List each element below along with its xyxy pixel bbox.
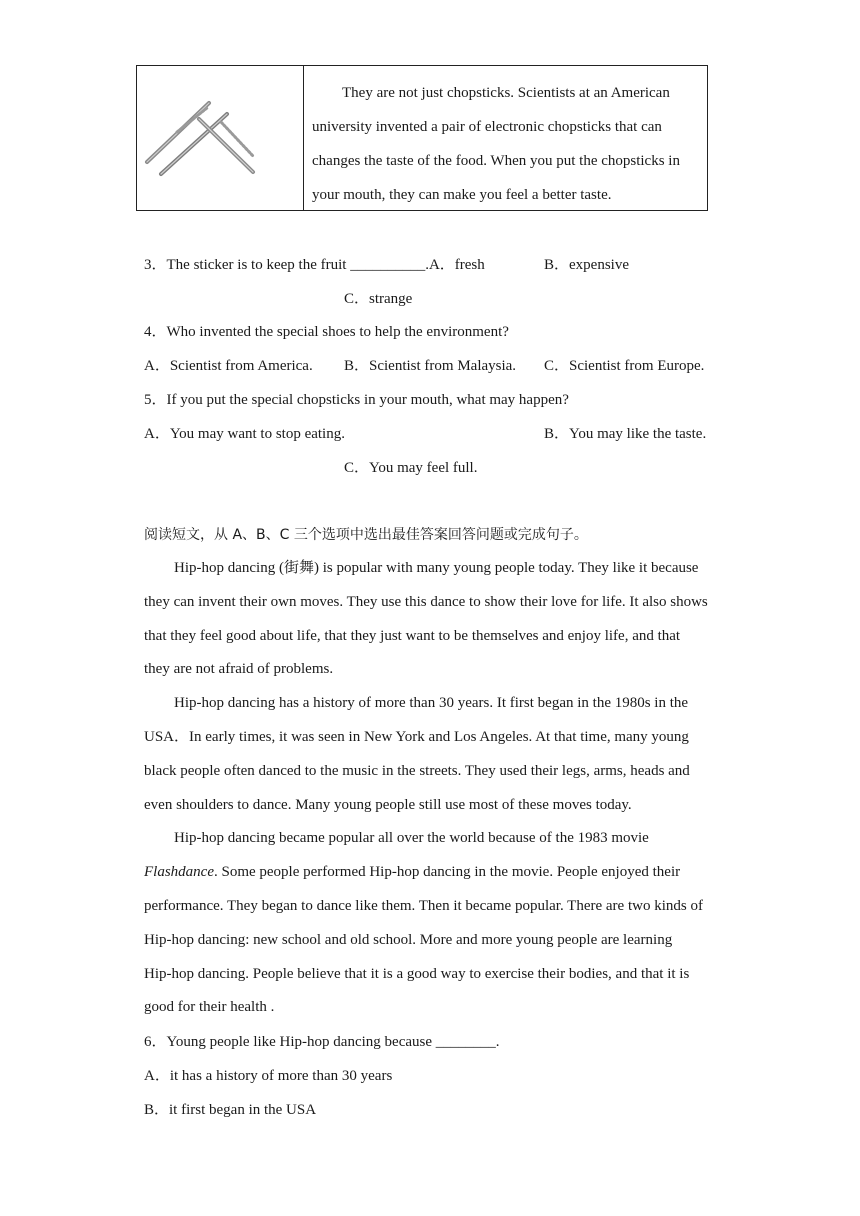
passage-line: Hip-hop dancing has a history of more than 30 years. It first began in the 1980s in the	[174, 695, 689, 712]
question-3-option-b: B．expensive	[544, 257, 629, 273]
question-3-stem: 3．The sticker is to keep the fruit __________.	[144, 257, 429, 273]
question-5-option-b: B．You may like the taste.	[544, 426, 707, 442]
question-6-stem: 6．Young people like Hip-hop dancing because ________.	[144, 1034, 500, 1050]
question-4-stem: 4．Who invented the special shoes to help the environment?	[144, 324, 509, 340]
passage-line	[144, 856, 724, 890]
question-3	[144, 255, 485, 275]
reading-instruction: 阅读短文，从 A、B、C 三个选项中选出最佳答案回答问题或完成句子。	[144, 527, 588, 543]
passage-line: they are not afraid of problems.	[144, 661, 334, 678]
passage	[144, 552, 724, 1025]
passage-text: . Some people performed Hip-hop dancing in the movie. People enjoyed their	[213, 864, 681, 881]
question-6-option-a: A．it has a history of more than 30 years	[144, 1068, 393, 1084]
box-text-line: They are not just chopsticks. Scientists at an American	[342, 85, 670, 101]
box-text-line: university invented a pair of electronic chopsticks that can	[312, 119, 662, 135]
passage-line: they can invent their own moves. They use this dance to show their love for life. It also shows	[144, 593, 708, 610]
passage-line: USA．In early times, it was seen in New York and Los Angeles. At that time, many young	[144, 728, 689, 745]
movie-title: Flashdance	[144, 864, 214, 881]
passage-line: good for their health .	[144, 999, 275, 1016]
passage-line: even shoulders to dance. Many young people still use most of these moves today.	[144, 796, 632, 813]
chopsticks-text	[304, 66, 707, 210]
box-text-line: your mouth, they can make you feel a better taste.	[312, 187, 612, 203]
chopsticks-image-cell	[137, 66, 304, 210]
chopsticks-image	[137, 66, 303, 212]
question-3-option-c: C．strange	[344, 291, 413, 307]
question-5-option-c: C．You may feel full.	[344, 460, 478, 476]
question-4-option-c: C．Scientist from Europe.	[544, 358, 705, 374]
passage-line: performance. They began to dance like them. Then it became popular. There are two kinds of	[144, 897, 703, 914]
question-3-option-a: A．fresh	[428, 257, 485, 273]
passage-line: that they feel good about life, that they just want to be themselves and enjoy life, and that	[144, 627, 681, 644]
passage-line: Hip-hop dancing (街舞) is popular with many young people today. They like it because	[174, 560, 699, 576]
passage-line: Hip-hop dancing. People believe that it is a good way to exercise their bodies, and that it is	[144, 965, 690, 982]
passage-line: Hip-hop dancing became popular all over the world because of the 1983 movie	[174, 830, 649, 847]
question-5-stem: 5．If you put the special chopsticks in your mouth, what may happen?	[144, 392, 569, 408]
passage-line: Hip-hop dancing: new school and old school. More and more young people are learning	[144, 931, 673, 948]
passage-line: black people often danced to the music in the streets. They used their legs, arms, heads and	[144, 762, 690, 779]
question-4-option-b: B．Scientist from Malaysia.	[344, 358, 517, 374]
chopsticks-table	[136, 65, 708, 211]
question-4-option-a: A．Scientist from America.	[144, 358, 313, 374]
question-5-option-a: A．You may want to stop eating.	[144, 426, 345, 442]
box-text-line: changes the taste of the food. When you put the chopsticks in	[312, 153, 680, 169]
question-6-option-b: B．it first began in the USA	[144, 1102, 317, 1118]
